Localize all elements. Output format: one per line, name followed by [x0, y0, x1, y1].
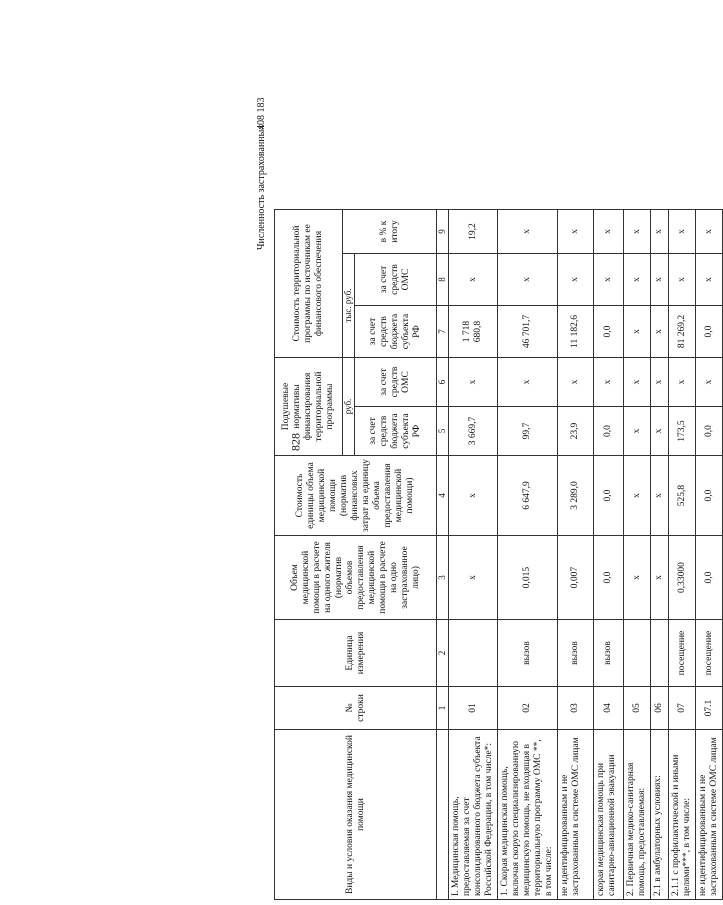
cell-sum-b: 81 269,2	[669, 306, 696, 358]
cell-name: 1. Скорая медицинская помощь, включая скорую специализированную медицинскую помощь, не входящая в территориальную программу ОМС **, в том числе:	[498, 730, 558, 900]
cell-norm-o: х	[449, 358, 498, 407]
cell-norm-b: 173,5	[669, 407, 696, 456]
cell-name: не идентифицированным и не застрахованным в системе ОМС лицам	[558, 730, 594, 900]
cell-pct: х	[498, 210, 558, 254]
table-row	[624, 210, 651, 900]
cell-norm-o: х	[594, 358, 624, 407]
table-row	[558, 210, 594, 900]
cell-cost: 0,0	[594, 456, 624, 536]
cell-norm-o: х	[498, 358, 558, 407]
cell-line: 07.1	[696, 687, 723, 730]
header-norms: Подушевые нормативы финансирования территориальной программы	[275, 358, 343, 456]
cost-table	[274, 209, 723, 900]
cell-pct: х	[696, 210, 723, 254]
cell-name: I. Медицинская помощь, предоставляемая за счет консолидированного бюджета субъекта Российской Федерации, в том числе*:	[449, 730, 498, 900]
cell-norm-b: х	[624, 407, 651, 456]
cell-unit: вызов	[594, 620, 624, 687]
column-number-empty	[437, 730, 449, 900]
header-percent: в % к итогу	[343, 210, 437, 254]
cell-line: 02	[498, 687, 558, 730]
cell-sum-b: 0,0	[696, 306, 723, 358]
population-note	[256, 50, 268, 250]
header-unit-rub: руб.	[343, 358, 355, 456]
cell-name: 2.1 в амбулаторных условиях:	[651, 730, 669, 900]
cell-unit	[624, 620, 651, 687]
cell-pct: 19,2	[449, 210, 498, 254]
rotated-page	[248, 0, 719, 905]
cell-unit: посещение	[669, 620, 696, 687]
cell-sum-o: х	[624, 254, 651, 306]
table-row	[651, 210, 669, 900]
table-row	[669, 210, 696, 900]
cell-line: 06	[651, 687, 669, 730]
cell-norm-o: х	[696, 358, 723, 407]
cell-sum-o: х	[696, 254, 723, 306]
population-value: 408 183	[256, 97, 267, 130]
cell-sum-o: х	[669, 254, 696, 306]
cell-cost: 3 289,0	[558, 456, 594, 536]
cell-norm-b: 0,0	[696, 407, 723, 456]
header-norm-budget: за счет средств бюджета субъекта РФ	[355, 407, 437, 456]
cell-sum-o: х	[594, 254, 624, 306]
header-volume: Объем медицинской помощи в расчете на одного жителя (норматив объемов предоставления медицинской помощи в расчете на одно застрахованное лицо)	[275, 536, 437, 620]
header-unit: Единица измерения	[275, 620, 437, 687]
column-number: 3	[437, 536, 449, 620]
cell-norm-o: х	[669, 358, 696, 407]
cell-norm-b: 3 669,7	[449, 407, 498, 456]
cell-unit	[449, 620, 498, 687]
cell-volume: х	[651, 536, 669, 620]
page-number: 828	[288, 433, 303, 451]
cell-sum-o: х	[498, 254, 558, 306]
cell-sum-b: 1 718 680,8	[449, 306, 498, 358]
cell-sum-b: х	[624, 306, 651, 358]
column-number: 2	[437, 620, 449, 687]
cell-volume: 0,007	[558, 536, 594, 620]
cell-pct: х	[651, 210, 669, 254]
header-norm-oms: за счет средств ОМС	[355, 358, 437, 407]
cell-line: 01	[449, 687, 498, 730]
cell-unit: вызов	[558, 620, 594, 687]
cell-norm-o: х	[651, 358, 669, 407]
header-unit-cost: Стоимость единицы объема медицинской помощи (норматив финансовых затрат на единицу объема предоставления медицинской помощи)	[275, 456, 437, 536]
cell-unit	[651, 620, 669, 687]
cell-line: 07	[669, 687, 696, 730]
column-number: 9	[437, 210, 449, 254]
cell-sum-o: х	[558, 254, 594, 306]
table-row	[449, 210, 498, 900]
cell-name: скорая медицинская помощь при санитарно-авиационной эвакуации	[594, 730, 624, 900]
cell-cost: х	[651, 456, 669, 536]
column-numbers-row	[437, 210, 449, 900]
column-number: 1	[437, 687, 449, 730]
table-row	[594, 210, 624, 900]
cell-cost: 0,0	[696, 456, 723, 536]
cell-volume: х	[449, 536, 498, 620]
cell-sum-b: 0,0	[594, 306, 624, 358]
cell-volume: 0,0	[696, 536, 723, 620]
cell-line: 04	[594, 687, 624, 730]
cell-sum-b: х	[651, 306, 669, 358]
cell-volume: 0,0	[594, 536, 624, 620]
cell-norm-b: 23,9	[558, 407, 594, 456]
cell-name: 2. Первичная медико-санитарная помощь, предоставляемая:	[624, 730, 651, 900]
cell-norm-b: 99,7	[498, 407, 558, 456]
header-line-no: № строки	[275, 687, 437, 730]
column-number: 7	[437, 306, 449, 358]
table-row	[696, 210, 723, 900]
cell-norm-o: х	[624, 358, 651, 407]
cell-norm-b: 0,0	[594, 407, 624, 456]
cell-volume: 0,015	[498, 536, 558, 620]
population-label: Численность застрахованных	[256, 124, 267, 250]
cell-unit: посещение	[696, 620, 723, 687]
header-unit-thousand: тыс. руб.	[343, 254, 355, 358]
cell-volume: 0,33000	[669, 536, 696, 620]
cell-volume: х	[624, 536, 651, 620]
column-number: 4	[437, 456, 449, 536]
cell-norm-o: х	[558, 358, 594, 407]
cell-cost: х	[624, 456, 651, 536]
header-type: Виды и условия оказания медицинской помощи	[275, 730, 437, 900]
header-sum-oms: за счет средств ОМС	[355, 254, 437, 306]
cell-norm-b: х	[651, 407, 669, 456]
cell-pct: х	[669, 210, 696, 254]
cell-unit: вызов	[498, 620, 558, 687]
cell-pct: х	[558, 210, 594, 254]
cell-sum-b: 46 701,7	[498, 306, 558, 358]
cell-sum-o: х	[449, 254, 498, 306]
column-number: 6	[437, 358, 449, 407]
cell-pct: х	[594, 210, 624, 254]
cell-line: 03	[558, 687, 594, 730]
cell-sum-b: 11 182,6	[558, 306, 594, 358]
cell-pct: х	[624, 210, 651, 254]
cell-sum-o: х	[651, 254, 669, 306]
cell-name: не идентифицированным и не застрахованным в системе ОМС лицам	[696, 730, 723, 900]
header-sum-budget: за счет средств бюджета субъекта РФ	[355, 306, 437, 358]
column-number: 5	[437, 407, 449, 456]
cell-cost: 6 647,9	[498, 456, 558, 536]
header-program-cost: Стоимость территориальной программы по источникам ее финансового обеспечения	[275, 210, 343, 358]
column-number: 8	[437, 254, 449, 306]
cell-cost: х	[449, 456, 498, 536]
cell-name: 2.1.1 с профилактической и иными целями***, в том числе:	[669, 730, 696, 900]
cell-cost: 525,8	[669, 456, 696, 536]
cell-line: 05	[624, 687, 651, 730]
table-row	[498, 210, 558, 900]
